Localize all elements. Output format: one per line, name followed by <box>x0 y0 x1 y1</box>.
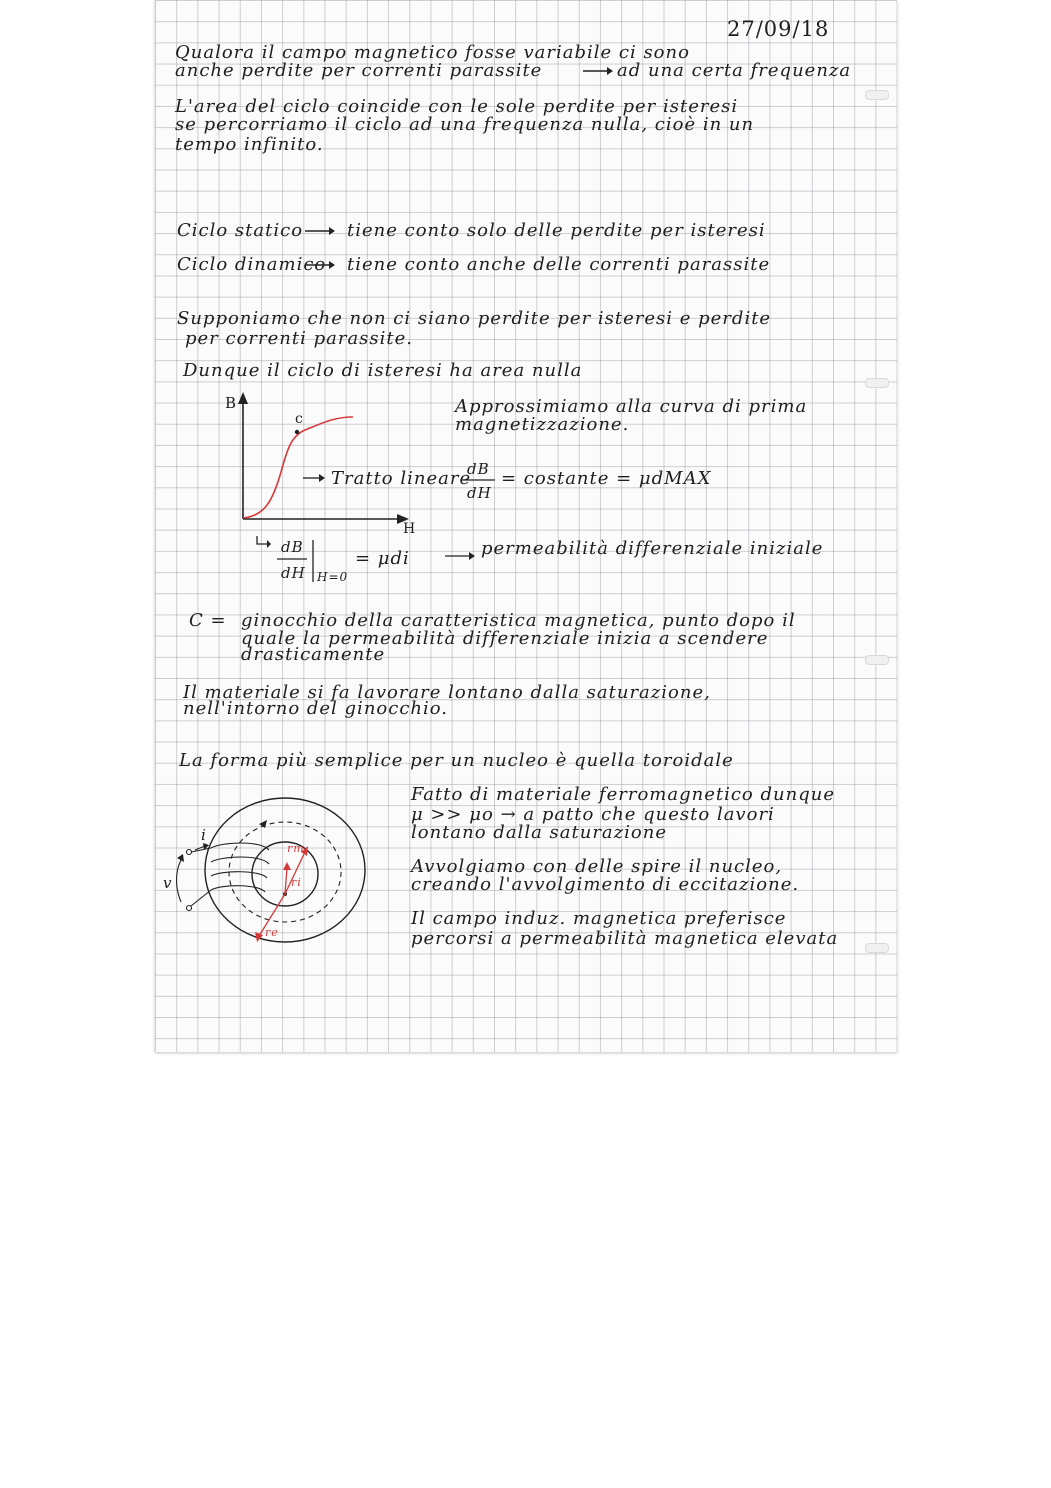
text-line: lontano dalla saturazione <box>411 822 667 843</box>
flux-direction-arrow-icon <box>259 820 267 828</box>
toroid-diagram <box>155 790 405 955</box>
current-label: i <box>201 826 207 844</box>
date: 27/09/18 <box>727 17 830 41</box>
text-line: Avvolgiamo con delle spire il nucleo, <box>411 856 783 877</box>
terminal <box>187 850 192 855</box>
text-line: C = <box>189 610 227 631</box>
text-line: tiene conto solo delle perdite per isteresi <box>347 220 766 241</box>
re-label: re <box>265 926 279 939</box>
text-line: Supponiamo che non ci siano perdite per isteresi e perdite <box>177 308 772 329</box>
text-line: ginocchio della caratteristica magnetica, punto dopo il <box>241 610 796 631</box>
fraction-numerator: dB <box>467 460 490 478</box>
text-line: La forma più semplice per un nucleo è quella toroidale <box>179 750 734 771</box>
text-line: Approssimiamo alla curva di prima <box>455 396 808 417</box>
binder-hole <box>865 90 889 100</box>
text-line: anche perdite per correnti parassite <box>175 60 543 81</box>
text-line: magnetizzazione. <box>455 414 630 435</box>
knee-point <box>295 430 299 434</box>
text-line: μ >> μo → a patto che questo lavori <box>411 804 775 825</box>
pointer-arrow-icon <box>255 536 271 550</box>
inner-circle <box>252 842 318 906</box>
binder-hole <box>865 943 889 953</box>
axis-label-h: H <box>403 521 417 537</box>
text-line: Il campo induz. magnetica preferisce <box>411 908 787 929</box>
text-line: quale la permeabilità differenziale inizia a scendere <box>241 628 769 649</box>
fraction-denominator: dH <box>467 484 492 502</box>
evaluation-bar <box>311 540 315 582</box>
text-line: percorsi a permeabilità magnetica elevata <box>411 928 839 949</box>
terminal <box>187 906 192 911</box>
bh-curve-graph <box>225 392 415 537</box>
arrow-right-icon <box>305 260 335 272</box>
text-line: se percorriamo il ciclo ad una frequenza nulla, cioè in un <box>175 114 755 135</box>
fraction-bar <box>277 558 307 561</box>
subscript: H=0 <box>317 570 349 584</box>
arrow-icon <box>255 932 263 942</box>
fraction-numerator: dB <box>281 538 304 556</box>
voltage-arrow <box>177 860 182 902</box>
text-line: Il materiale si fa lavorare lontano dalla saturazione, <box>183 682 711 703</box>
text-line: tempo infinito. <box>175 134 324 155</box>
text-line: Tratto lineare <box>331 468 472 489</box>
text-line: per correnti parassite. <box>185 328 414 349</box>
text-line: creando l'avvolgimento di eccitazione. <box>411 874 800 895</box>
winding-coils <box>211 843 269 892</box>
arrow-right-icon <box>303 474 325 484</box>
text-line: = costante = μdMAX <box>501 468 712 489</box>
arrow-icon <box>283 862 291 870</box>
text-line: tiene conto anche delle correnti parassite <box>347 254 771 275</box>
binder-hole <box>865 655 889 665</box>
text-line: = μdi <box>355 548 410 569</box>
text-line: Dunque il ciclo di isteresi ha area nulla <box>183 360 583 381</box>
notebook-page <box>155 0 897 1052</box>
arrow-right-icon <box>583 66 613 78</box>
text-line: Ciclo dinamico <box>177 254 327 275</box>
voltage-label: v <box>163 874 173 892</box>
arrow-right-icon <box>445 552 475 562</box>
text-line: permeabilità differenziale iniziale <box>481 538 824 559</box>
lead-wire <box>191 890 211 906</box>
rm-label: rm <box>287 842 305 855</box>
text-line: ad una certa frequenza <box>617 60 852 81</box>
text-line: nell'intorno del ginocchio. <box>183 698 448 719</box>
point-label-c: c <box>295 411 304 427</box>
text-line: L'area del ciclo coincide con le sole perdite per isteresi <box>175 96 739 117</box>
text-line: drasticamente <box>241 644 386 665</box>
text-line: Fatto di materiale ferromagnetico dunque <box>411 784 835 805</box>
axis-label-b: B <box>225 394 238 412</box>
binder-hole <box>865 378 889 388</box>
ri-label: ri <box>291 876 302 889</box>
text-line: Ciclo statico <box>177 220 304 241</box>
fraction-bar <box>463 479 495 482</box>
text-line: Qualora il campo magnetico fosse variabile ci sono <box>175 42 690 63</box>
fraction-denominator: dH <box>281 564 306 582</box>
arrow-right-icon <box>305 226 335 238</box>
